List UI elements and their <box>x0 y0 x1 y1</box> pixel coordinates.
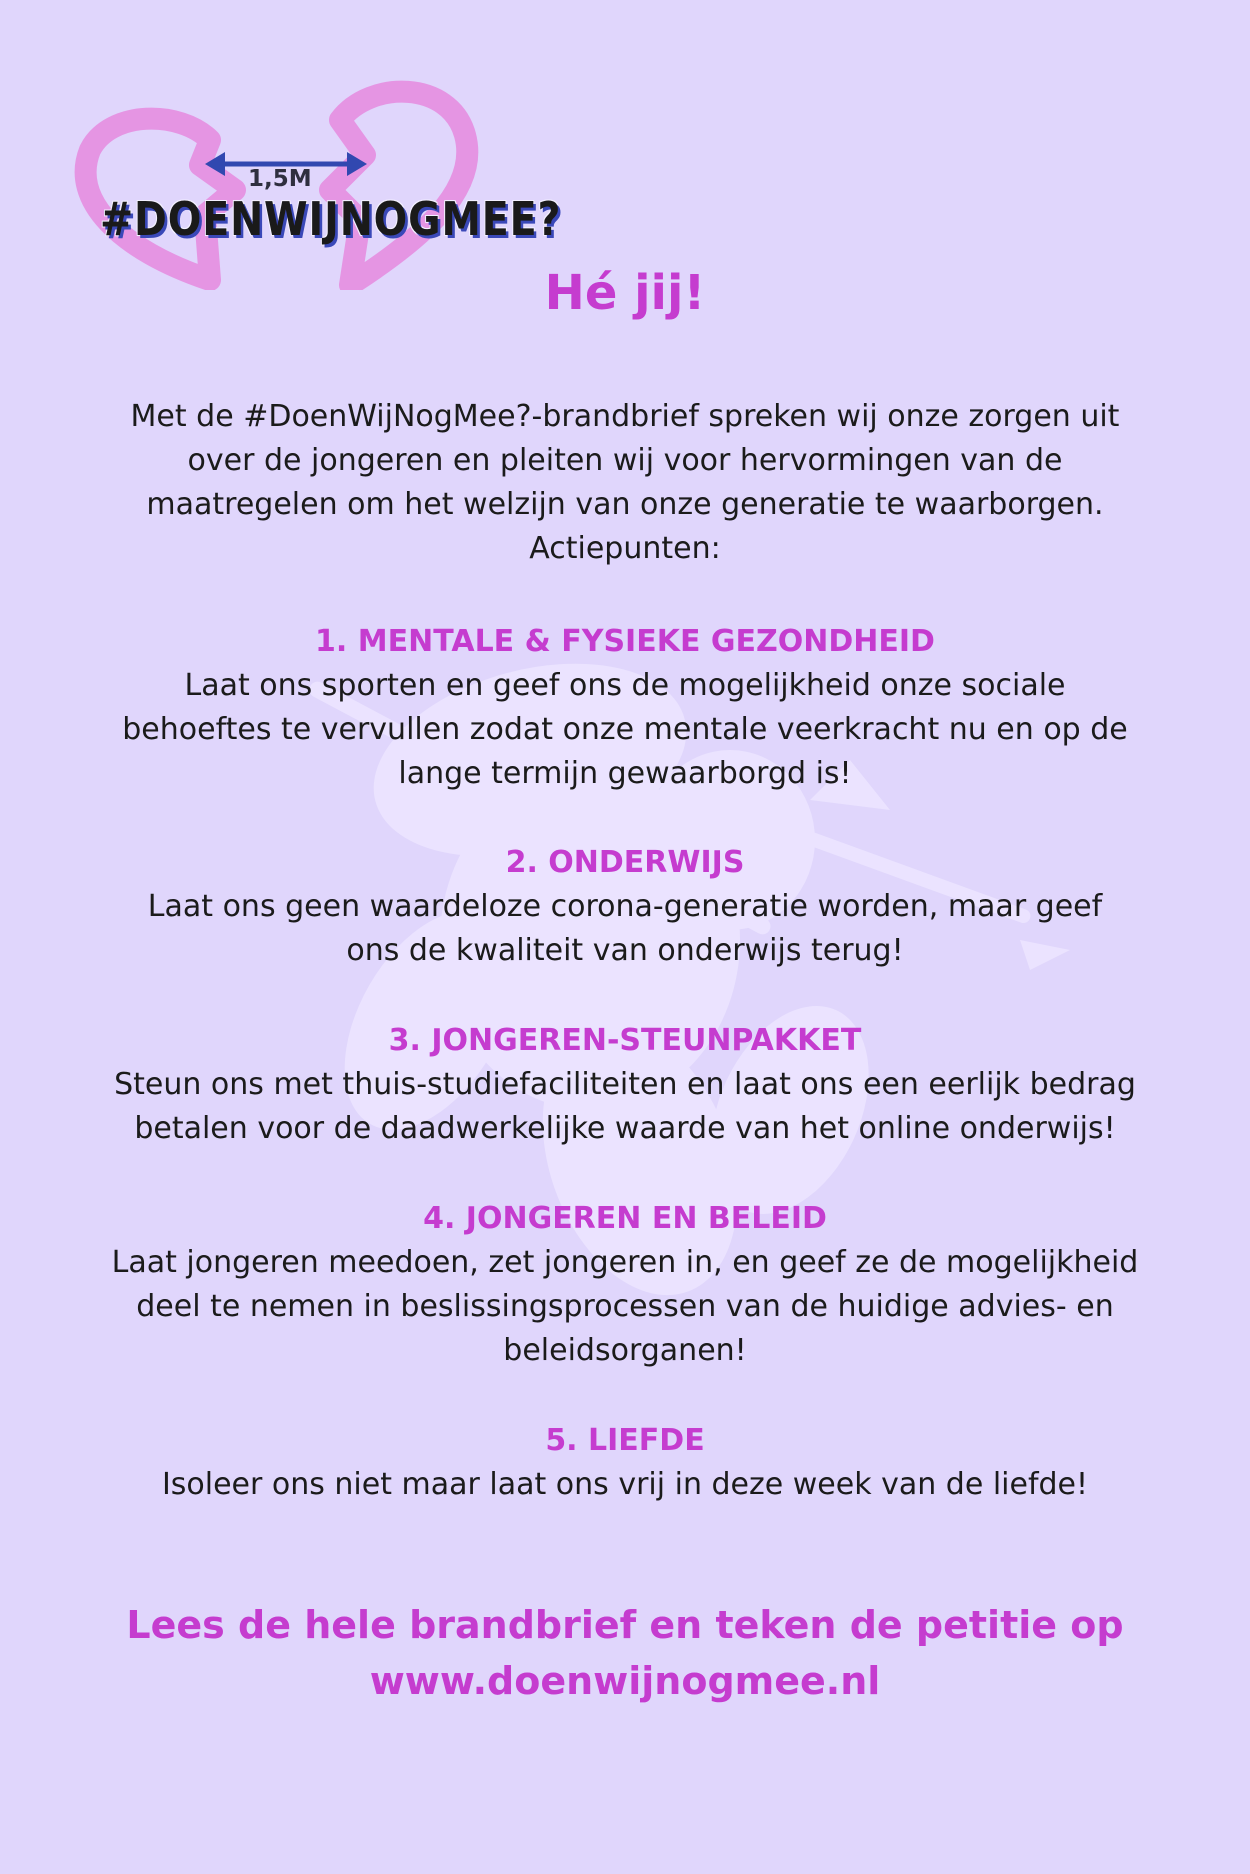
action-point-title: 3. JONGEREN-STEUNPAKKET <box>388 1023 862 1058</box>
petition-link[interactable]: www.doenwijnogmee.nl <box>369 1659 881 1703</box>
action-point-health <box>70 620 1180 796</box>
intro-line: over de jongeren en pleiten wij voor hervormingen van de <box>187 443 1063 478</box>
call-to-action-text: Lees de hele brandbrief en teken de petitie op <box>126 1603 1124 1647</box>
action-point-line: ons de kwaliteit van onderwijs terug! <box>346 933 904 968</box>
distance-arrow-icon <box>60 40 500 290</box>
logo-distance-label: 1,5M <box>248 166 312 192</box>
intro-line: Actiepunten: <box>529 531 721 566</box>
action-point-policy <box>70 1197 1180 1373</box>
action-point-line: behoeftes te vervullen zodat onze mentale veerkracht nu en op de <box>122 712 1128 747</box>
action-point-line: deel te nemen in beslissingsprocessen van de huidige advies- en <box>136 1289 1114 1324</box>
action-point-title: 4. JONGEREN EN BELEID <box>423 1201 827 1236</box>
logo-hashtag: #DOENWIJNOGMEE? <box>100 192 562 246</box>
action-point-line: Isoleer ons niet maar laat ons vrij in deze week van de liefde! <box>161 1467 1089 1502</box>
action-point-line: Laat ons sporten en geef ons de mogelijkheid onze sociale <box>184 668 1066 703</box>
page-title: Hé jij! <box>544 265 706 321</box>
action-point-title: 1. MENTALE & FYSIEKE GEZONDHEID <box>315 624 935 659</box>
action-point-education <box>70 841 1180 973</box>
action-point-line: beleidsorganen! <box>503 1333 747 1368</box>
intro-line: Met de #DoenWijNogMee?-brandbrief spreken wij onze zorgen uit <box>130 399 1120 434</box>
action-point-line: lange termijn gewaarborgd is! <box>398 756 852 791</box>
campaign-logo <box>60 40 562 290</box>
action-point-line: Laat jongeren meedoen, zet jongeren in, en geef ze de mogelijkheid <box>111 1245 1139 1280</box>
action-point-title: 2. ONDERWIJS <box>505 845 745 880</box>
action-point-title: 5. LIEFDE <box>545 1423 705 1458</box>
action-point-line: Laat ons geen waardeloze corona-generatie worden, maar geef <box>147 889 1103 924</box>
call-to-action <box>60 1597 1190 1709</box>
intro-line: maatregelen om het welzijn van onze generatie te waarborgen. <box>146 487 1104 522</box>
action-point-line: Steun ons met thuis-studiefaciliteiten en laat ons een eerlijk bedrag <box>114 1067 1136 1102</box>
action-point-love <box>70 1419 1180 1507</box>
action-point-line: betalen voor de daadwerkelijke waarde van het online onderwijs! <box>134 1111 1116 1146</box>
intro-paragraph <box>80 395 1170 571</box>
action-point-support-package <box>70 1019 1180 1151</box>
